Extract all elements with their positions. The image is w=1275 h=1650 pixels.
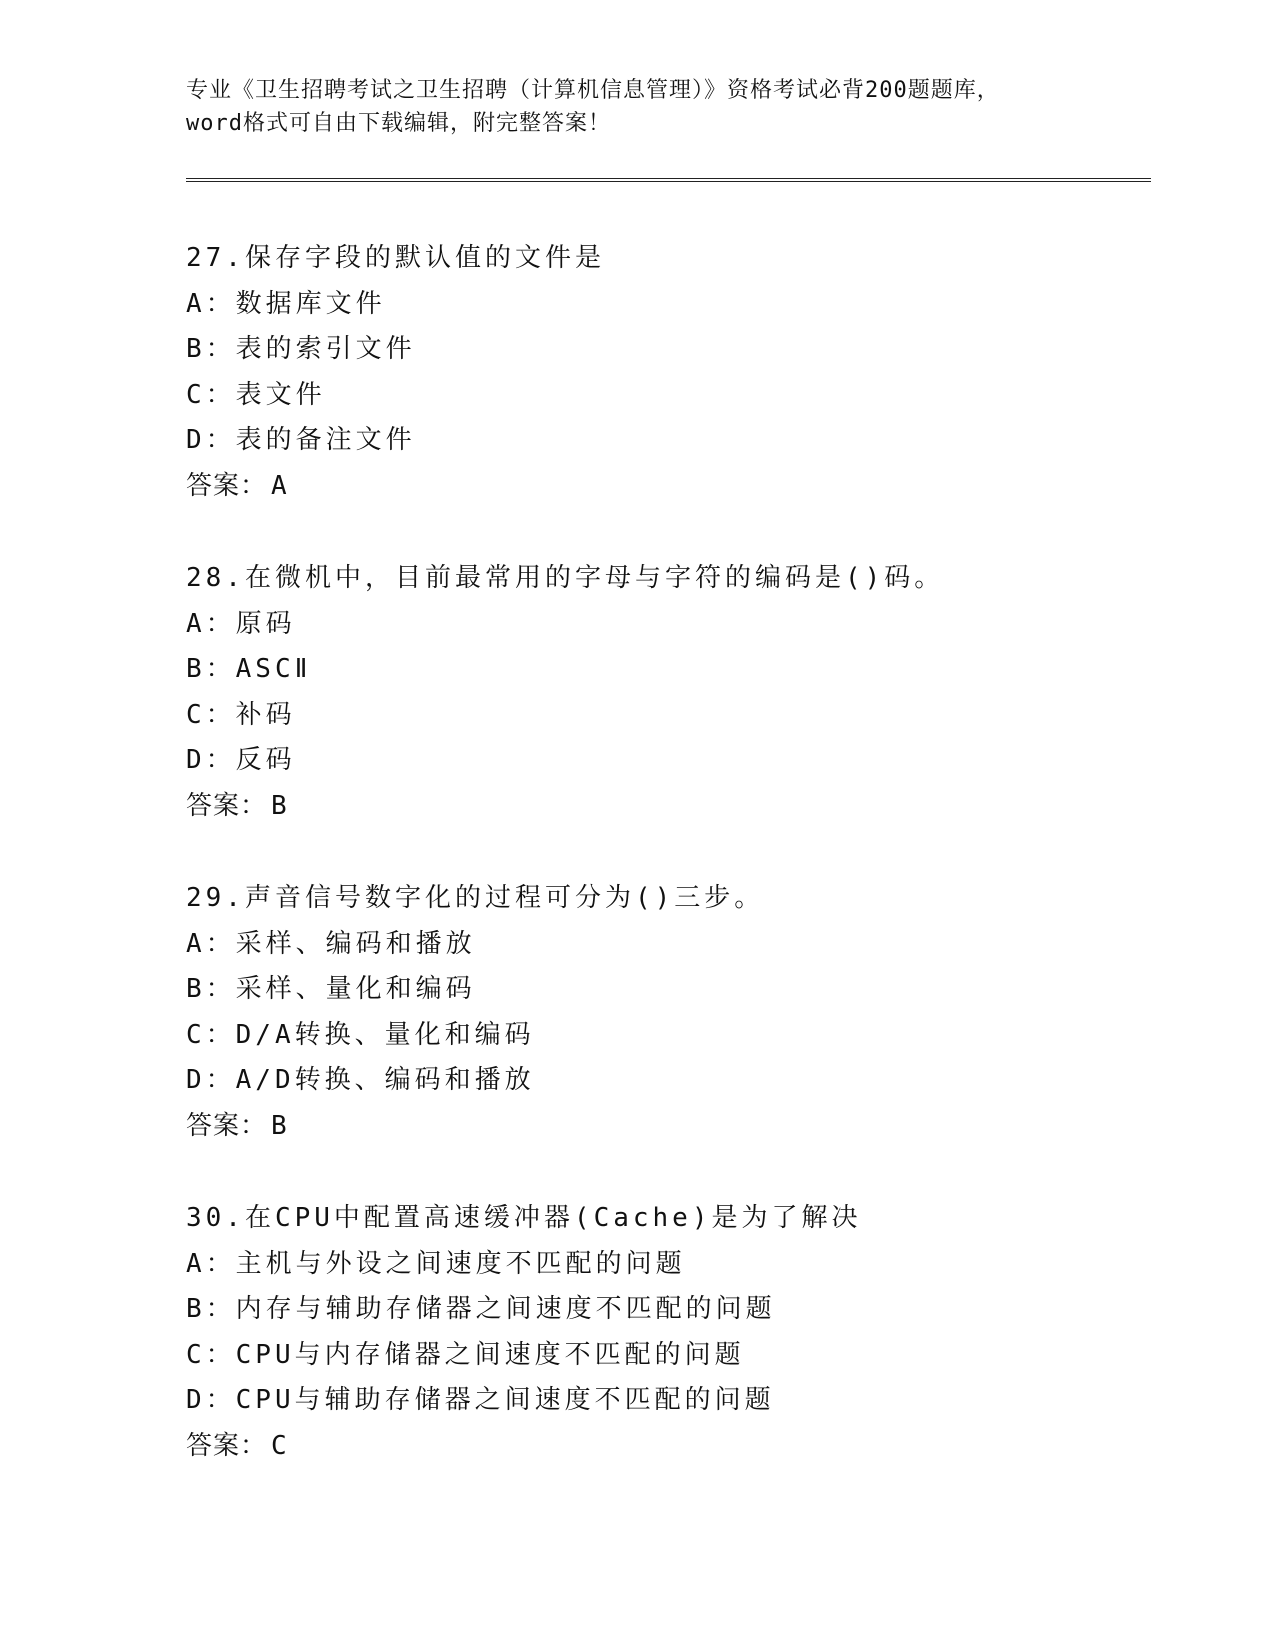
question-stem: 27.保存字段的默认值的文件是 <box>186 243 605 273</box>
document-header <box>186 74 1086 140</box>
header-divider <box>186 178 1151 182</box>
answer-label: 答案： <box>186 1110 268 1141</box>
option-a: A：采样、编码和播放 <box>186 928 476 959</box>
answer-line <box>186 464 1151 510</box>
question-stem: 29.声音信号数字化的过程可分为()三步。 <box>186 883 765 913</box>
question-30 <box>186 1196 1151 1516</box>
option-d: D：反码 <box>186 745 296 775</box>
option-b: B：ASCⅡ <box>186 654 312 684</box>
answer-label: 答案： <box>186 1430 268 1461</box>
question-27 <box>186 236 1151 556</box>
option-b: B：表的索引文件 <box>186 334 416 364</box>
answer-line <box>186 784 1151 830</box>
answer-value: C <box>271 1430 288 1461</box>
option-c: C：补码 <box>186 699 296 730</box>
option-a: A：原码 <box>186 608 296 639</box>
question-stem: 28.在微机中，目前最常用的字母与字符的编码是()码。 <box>186 563 945 593</box>
answer-value: B <box>271 790 288 821</box>
question-29 <box>186 876 1151 1196</box>
answer-line <box>186 1104 1151 1150</box>
answer-label: 答案： <box>186 470 268 501</box>
answer-value: A <box>271 470 288 501</box>
option-c: C：CPU与内存储器之间速度不匹配的问题 <box>186 1339 745 1370</box>
header-title-line-1: 专业《卫生招聘考试之卫生招聘（计算机信息管理）》资格考试必背200题题库， <box>186 78 1000 103</box>
option-a: A：主机与外设之间速度不匹配的问题 <box>186 1248 686 1279</box>
answer-line <box>186 1424 1151 1470</box>
option-d: D：CPU与辅助存储器之间速度不匹配的问题 <box>186 1385 775 1415</box>
header-title-line-2: word格式可自由下载编辑，附完整答案！ <box>186 111 611 136</box>
option-c: C：表文件 <box>186 379 326 410</box>
answer-label: 答案： <box>186 790 268 821</box>
option-c: C：D/A转换、量化和编码 <box>186 1019 535 1050</box>
answer-value: B <box>271 1110 288 1141</box>
option-b: B：内存与辅助存储器之间速度不匹配的问题 <box>186 1294 776 1324</box>
option-d: D：A/D转换、编码和播放 <box>186 1065 535 1095</box>
question-stem: 30.在CPU中配置高速缓冲器(Cache)是为了解决 <box>186 1203 862 1233</box>
question-list <box>186 236 1151 1516</box>
option-d: D：表的备注文件 <box>186 425 416 455</box>
option-a: A：数据库文件 <box>186 288 386 319</box>
option-b: B：采样、量化和编码 <box>186 974 476 1004</box>
question-28 <box>186 556 1151 876</box>
